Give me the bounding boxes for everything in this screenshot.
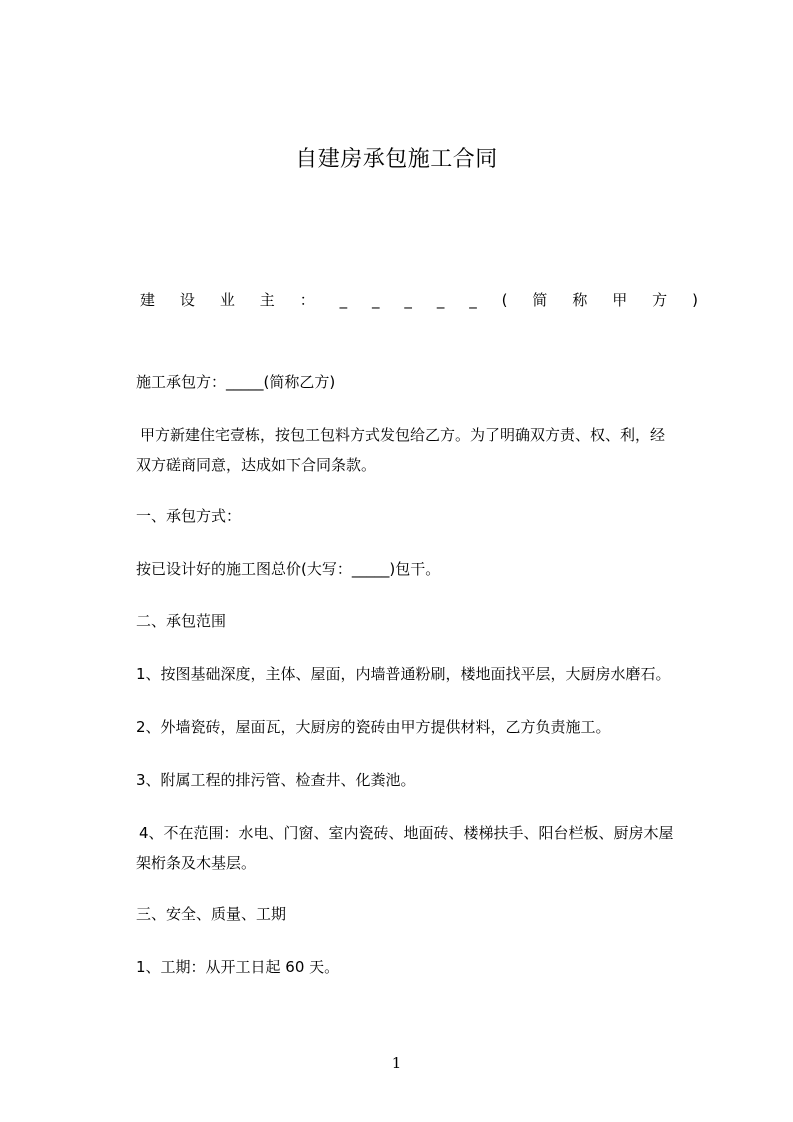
section-3-heading: 三、安全、质量、工期 xyxy=(136,905,287,923)
owner-line-char: ( xyxy=(501,291,508,309)
owner-line-char: _ xyxy=(339,291,348,309)
owner-line-char: 设 xyxy=(179,291,195,309)
section-1-heading: 一、承包方式： xyxy=(136,507,242,525)
schedule-item-1: 1、工期：从开工日起 60 天。 xyxy=(136,958,340,976)
scope-item-3: 3、附属工程的排污管、检查井、化粪池。 xyxy=(136,771,416,789)
owner-line-char: 建 xyxy=(140,291,156,309)
owner-line-char: ： xyxy=(299,291,315,309)
owner-line-char: ) xyxy=(692,291,698,309)
owner-line-char: 主 xyxy=(259,291,275,309)
owner-line-char: _ xyxy=(372,291,380,309)
scope-item-4-line-1: 4、不在范围：水电、门窗、室内瓷砖、地面砖、楼梯扶手、阳台栏板、厨房木屋 xyxy=(139,824,674,842)
scope-item-4-line-2: 架桁条及木基层。 xyxy=(136,854,257,872)
owner-line xyxy=(140,288,698,312)
owner-line-char: _ xyxy=(404,291,412,309)
owner-line-char: _ xyxy=(436,291,445,309)
contractor-line: 施工承包方：_____(简称乙方) xyxy=(136,373,336,391)
page-number: 1 xyxy=(391,1054,402,1072)
intro-line-2: 双方磋商同意，达成如下合同条款。 xyxy=(136,456,377,474)
document-title: 自建房承包施工合同 xyxy=(295,147,498,172)
owner-line-char: 方 xyxy=(652,291,668,309)
owner-line-char: 称 xyxy=(572,291,588,309)
scope-item-1: 1、按图基础深度，主体、屋面，内墙普通粉刷，楼地面找平层，大厨房水磨石。 xyxy=(136,665,671,683)
owner-line-char: _ xyxy=(469,291,477,309)
section-1-body: 按已设计好的施工图总价(大写：_____)包干。 xyxy=(136,560,441,578)
owner-line-char: 业 xyxy=(219,291,235,309)
owner-line-char: 简 xyxy=(532,291,548,309)
owner-line-char: 甲 xyxy=(612,291,628,309)
scope-item-2: 2、外墙瓷砖，屋面瓦，大厨房的瓷砖由甲方提供材料，乙方负责施工。 xyxy=(136,718,611,736)
intro-paragraph xyxy=(136,420,708,480)
intro-line-1: 甲方新建住宅壹栋，按包工包料方式发包给乙方。为了明确双方责、权、利，经 xyxy=(140,426,666,444)
scope-item-4 xyxy=(136,818,708,878)
section-2-heading: 二、承包范围 xyxy=(136,612,227,630)
